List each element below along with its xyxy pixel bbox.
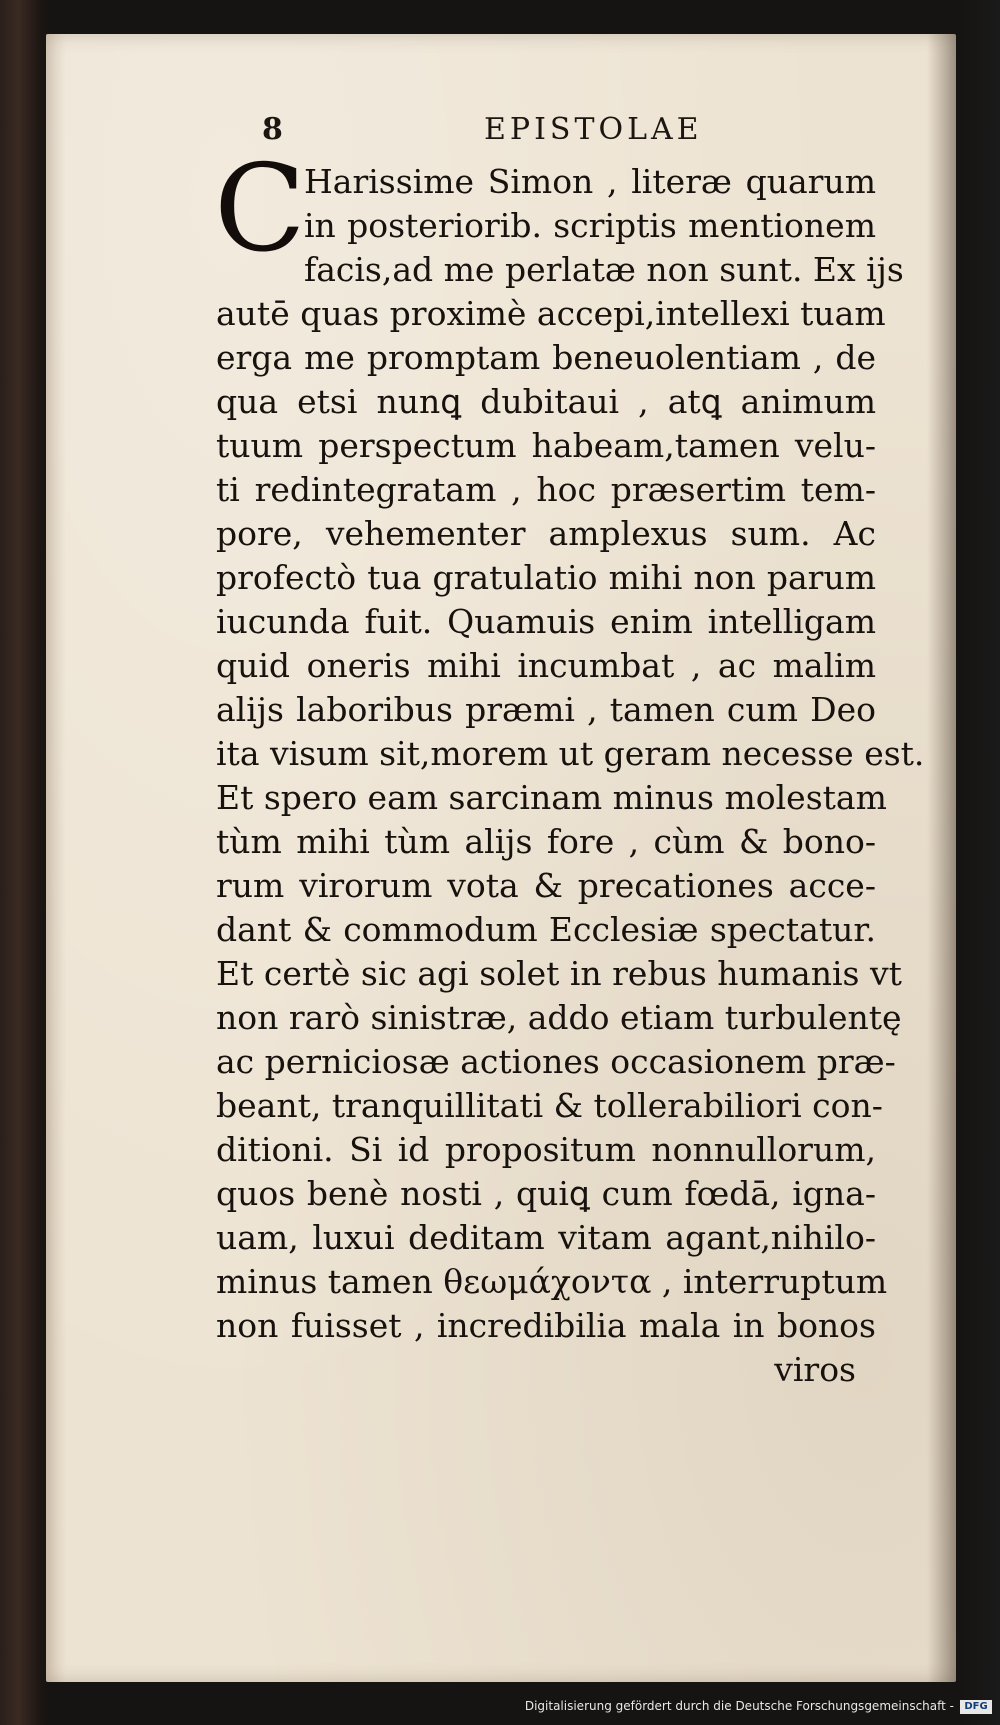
text-line-23: ditioni. Si id propositum nonnullorum, [216, 1130, 876, 1169]
text-line-2: in posteriorib. scriptis mentionem [304, 206, 876, 245]
text-line-12: quid oneris mihi incumbat , ac malim [216, 646, 876, 685]
text-line-15: Et spero eam sarcinam minus molestam [216, 778, 887, 817]
text-line-22: beant, tranquillitati & tollerabiliori con- [216, 1086, 883, 1125]
text-line-3: facis,ad me perlatæ non sunt. Ex ijs [304, 250, 904, 289]
text-line-4: autē quas proximè accepi,intellexi tuam [216, 294, 886, 333]
text-line-7: tuum perspectum habeam,tamen velu- [216, 426, 876, 465]
running-title: EPISTOLAE [484, 112, 703, 147]
text-line-6: qua etsi nunꝗ dubitaui , atꝗ animum [216, 382, 876, 421]
dfg-logo: DFG [960, 1700, 992, 1714]
text-line-18: dant & commodum Ecclesiæ spectatur. [216, 910, 876, 949]
running-head [262, 112, 862, 152]
page-number: 8 [262, 112, 283, 147]
text-line-8: ti redintegratam , hoc præsertim tem- [216, 470, 876, 509]
text-line-24: quos benè nosti , quiꝗ cum fœdā, igna- [216, 1174, 876, 1213]
text-line-9: pore, vehementer amplexus sum. Ac [216, 514, 876, 553]
text-line-11: iucunda fuit. Quamuis enim intelligam [216, 602, 876, 641]
text-line-10: profectò tua gratulatio mihi non parum [216, 558, 876, 597]
digitization-credit [0, 1699, 1000, 1725]
text-line-17: rum virorum vota & precationes acce- [216, 866, 876, 905]
text-block [216, 160, 925, 1392]
text-line-5: erga me promptam beneuolentiam , de [216, 338, 876, 377]
initial-letter: C [214, 140, 306, 279]
page-gutter-shade [928, 34, 956, 1682]
text-line-25: uam, luxui deditam vitam agant,nihilo- [216, 1218, 876, 1257]
text-line-21: ac perniciosæ actiones occasionem præ- [216, 1042, 896, 1081]
text-line-14: ita visum sit,morem ut geram necesse est. [216, 734, 925, 773]
text-line-13: alijs laboribus præmi , tamen cum Deo [216, 690, 876, 729]
text-line-26: minus tamen θεωμάχοντα , interruptum [216, 1262, 888, 1301]
credit-text: Digitalisierung gefördert durch die Deutsche Forschungsgemeinschaft - [524, 1699, 954, 1713]
text-line-20: non rarò sinistræ, addo etiam turbulentę [216, 998, 902, 1037]
catchword: viros [774, 1350, 856, 1389]
text-line-19: Et certè sic agi solet in rebus humanis vt [216, 954, 902, 993]
text-line-16: tùm mihi tùm alijs fore , cùm & bono- [216, 822, 876, 861]
text-line-27: non fuisset , incredibilia mala in bonos [216, 1306, 876, 1345]
text-line-1: Harissime Simon , literæ quarum [304, 162, 876, 201]
